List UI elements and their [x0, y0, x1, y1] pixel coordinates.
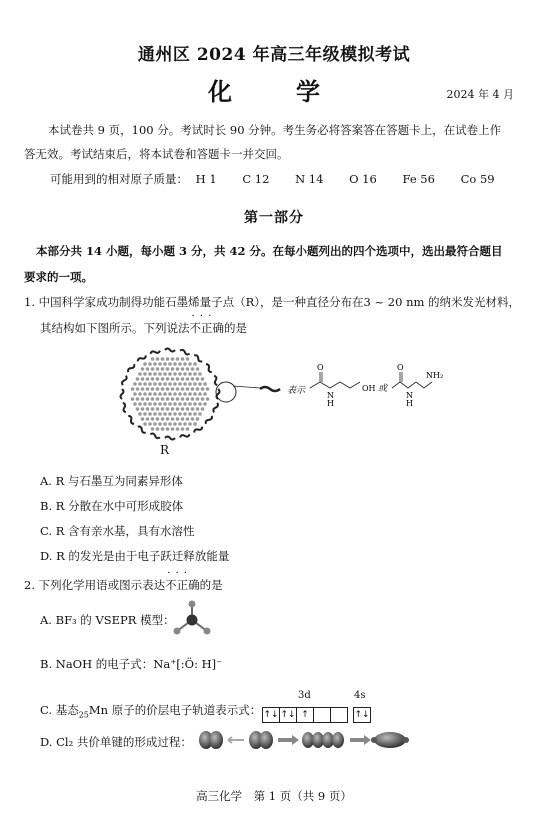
- atom-mass: C 12: [242, 172, 270, 186]
- lattice-dot: [153, 402, 157, 406]
- lattice-dot: [188, 422, 192, 426]
- lattice-dot: [168, 362, 172, 366]
- amine-label: NH₂: [426, 371, 444, 380]
- lattice-dot: [186, 377, 190, 381]
- lattice-dot: [198, 402, 202, 406]
- lattice-dot: [148, 402, 152, 406]
- lattice-dot: [143, 422, 147, 426]
- lattice-dot: [151, 387, 155, 391]
- lattice-dot: [183, 382, 187, 386]
- lattice-dot: [178, 382, 182, 386]
- lattice-dot: [136, 407, 140, 411]
- arrow-right-head: [364, 735, 371, 745]
- lattice-dot: [196, 407, 200, 411]
- lattice-dot: [171, 417, 175, 421]
- lattice-dot: [171, 377, 175, 381]
- instructions-line-2: 要求的一项。: [24, 270, 93, 284]
- lattice-dot: [188, 412, 192, 416]
- orbital-3d-label: 3d: [298, 690, 311, 701]
- q1-option-c[interactable]: C. R 含有亲水基，具有水溶性: [40, 524, 195, 538]
- q1-stem-text: 其结构如下图所示。下列说法: [40, 321, 190, 335]
- lattice-dot: [153, 382, 157, 386]
- functional-chain: [127, 363, 135, 373]
- lattice-dot: [141, 367, 145, 371]
- lattice-dot: [176, 387, 180, 391]
- lattice-dot: [158, 392, 162, 396]
- lattice-dot: [178, 422, 182, 426]
- lattice-dot: [176, 407, 180, 411]
- lattice-dot: [151, 397, 155, 401]
- lattice-dot: [176, 377, 180, 381]
- functional-chain: [127, 415, 135, 425]
- hydrogen-label: H: [406, 399, 413, 408]
- oxygen-label: O: [317, 363, 324, 372]
- lattice-dot: [181, 367, 185, 371]
- lattice-dot: [146, 397, 150, 401]
- lattice-dot: [173, 422, 177, 426]
- lattice-dot: [156, 377, 160, 381]
- bf3-vsepr-model: [168, 598, 218, 640]
- atom-mass: N 14: [295, 172, 324, 186]
- lattice-dot: [198, 372, 202, 376]
- orbital-box: ↑↓: [279, 707, 297, 723]
- lattice-dot: [183, 372, 187, 376]
- functional-chain: [205, 363, 213, 373]
- lattice-dot: [131, 397, 135, 401]
- lattice-dot: [171, 427, 175, 431]
- lattice-dot: [176, 367, 180, 371]
- lattice-dot: [151, 427, 155, 431]
- orbital-box: [313, 707, 331, 723]
- lattice-dot: [171, 387, 175, 391]
- orbital-box: [330, 707, 348, 723]
- lattice-dot: [173, 412, 177, 416]
- lattice-dot: [191, 407, 195, 411]
- naoh-electron-formula: Na⁺[:Ö: H]⁻: [153, 657, 223, 671]
- orbital-tail: [403, 737, 409, 743]
- lattice-dot: [136, 387, 140, 391]
- lattice-dot: [176, 417, 180, 421]
- functional-chain: [205, 415, 213, 425]
- orbital-lobe: [332, 732, 344, 748]
- q1-emphasis: · · · 不正确: [190, 316, 225, 340]
- lattice-dot: [163, 402, 167, 406]
- lattice-dot: [163, 392, 167, 396]
- orbital-box: ↑↓: [353, 707, 371, 723]
- lattice-dot: [156, 427, 160, 431]
- lattice-dot: [173, 372, 177, 376]
- lattice-dot: [153, 372, 157, 376]
- lattice-dot: [191, 367, 195, 371]
- functional-chain: [137, 425, 147, 433]
- lattice-dot: [171, 357, 175, 361]
- lattice-dot: [186, 357, 190, 361]
- lattice-dot: [196, 417, 200, 421]
- lattice-dot: [203, 382, 207, 386]
- cl2-bond-formation-diagram: [196, 726, 416, 754]
- orbital-box: ↑↓: [262, 707, 280, 723]
- lattice-dot: [176, 357, 180, 361]
- lattice-dot: [158, 412, 162, 416]
- lattice-dot: [166, 417, 170, 421]
- orbital-lobe: [209, 731, 223, 749]
- lattice-dot: [143, 392, 147, 396]
- lattice-dot: [163, 362, 167, 366]
- lattice-dot: [178, 372, 182, 376]
- lattice-dot: [201, 397, 205, 401]
- lattice-dot: [171, 397, 175, 401]
- lattice-dot: [186, 427, 190, 431]
- lattice-dot: [181, 407, 185, 411]
- lattice-dot: [186, 407, 190, 411]
- lattice-dot: [161, 417, 165, 421]
- q2-option-a[interactable]: A. BF₃ 的 VSEPR 模型：: [40, 613, 175, 627]
- lattice-dot: [161, 407, 165, 411]
- q2-stem-end: 的是: [199, 578, 223, 592]
- lattice-dot: [168, 372, 172, 376]
- lattice-dot: [158, 362, 162, 366]
- lattice-dot: [186, 387, 190, 391]
- lattice-dot: [158, 422, 162, 426]
- lattice-dot: [173, 392, 177, 396]
- lattice-dot: [173, 402, 177, 406]
- lattice-dot: [153, 362, 157, 366]
- lattice-dot: [196, 367, 200, 371]
- functional-chain: [150, 433, 160, 439]
- lattice-dot: [166, 407, 170, 411]
- functional-chain: [137, 354, 147, 362]
- lattice-dot: [188, 382, 192, 386]
- lattice-dot: [198, 392, 202, 396]
- lattice-dot: [146, 417, 150, 421]
- q2-option-b[interactable]: [40, 656, 222, 672]
- lattice-dot: [181, 357, 185, 361]
- lattice-dot: [131, 387, 135, 391]
- lattice-dot: [168, 422, 172, 426]
- lattice-dot: [143, 362, 147, 366]
- lattice-dot: [141, 387, 145, 391]
- figure-label-r: R: [160, 443, 170, 457]
- lattice-dot: [161, 377, 165, 381]
- lattice-dot: [161, 387, 165, 391]
- functional-chain: [180, 433, 190, 439]
- lattice-dot: [153, 422, 157, 426]
- q2-option-c-text: C. 基态: [40, 703, 79, 717]
- lattice-dot: [183, 422, 187, 426]
- page-footer: 高三化学 第 1 页（共 9 页）: [196, 789, 352, 803]
- exam-date: 2024 年 4 月: [446, 88, 514, 101]
- intro-line-2: 答无效。考试结束后，将本试卷和答题卡一并交回。: [24, 147, 289, 161]
- lattice-dot: [146, 377, 150, 381]
- lattice-dot: [146, 367, 150, 371]
- instructions-line-1: 本部分共 14 小题，每小题 3 分，共 42 分。在每小题列出的四个选项中，选出最符合题目: [36, 244, 503, 258]
- fluorine-atom: [189, 601, 196, 608]
- lattice-dot: [153, 392, 157, 396]
- lattice-dot: [171, 407, 175, 411]
- lattice-dot: [181, 377, 185, 381]
- functional-chain: [165, 437, 175, 440]
- sigma-bond-orbital: [374, 732, 406, 748]
- represents-text: 表示: [287, 386, 306, 396]
- exam-title: 通州区 2024 年高三年级模拟考试: [137, 45, 411, 65]
- subject-title: 化 学: [208, 77, 340, 106]
- atom-mass: O 16: [349, 172, 377, 186]
- lattice-dot: [171, 367, 175, 371]
- lattice-dot: [181, 387, 185, 391]
- lattice-dot: [148, 372, 152, 376]
- arrow-right-head: [292, 735, 299, 745]
- lattice-dot: [166, 427, 170, 431]
- atom-mass: Fe 56: [402, 172, 435, 186]
- lattice-dot: [166, 367, 170, 371]
- q2-option-c-text-2: Mn 原子的价层电子轨道表示式：: [88, 703, 262, 717]
- intro-line-1: 本试卷共 9 页，100 分。考试时长 90 分钟。考生务必将答案答在答题卡上，在试卷上作: [48, 123, 502, 137]
- orbital-lobe: [259, 731, 273, 749]
- functional-chain: [193, 354, 203, 362]
- lattice-dot: [183, 412, 187, 416]
- lattice-dot: [161, 367, 165, 371]
- lattice-dot: [193, 422, 197, 426]
- chain-sample-icon: [260, 387, 280, 391]
- lattice-dot: [163, 382, 167, 386]
- lattice-dot: [146, 407, 150, 411]
- lattice-dot: [161, 427, 165, 431]
- lattice-dot: [206, 397, 210, 401]
- lattice-dot: [183, 362, 187, 366]
- fluorine-atom: [174, 628, 181, 635]
- structure-2-bonds: [392, 382, 432, 388]
- lattice-dot: [193, 412, 197, 416]
- lattice-dot: [166, 377, 170, 381]
- q1-stem-line-2: [40, 316, 545, 340]
- lattice-dot: [133, 392, 137, 396]
- lattice-dot: [191, 387, 195, 391]
- lattice-dot: [151, 417, 155, 421]
- lattice-dot: [138, 392, 142, 396]
- lattice-dot: [203, 392, 207, 396]
- lattice-dot: [136, 397, 140, 401]
- lattice-dot: [148, 362, 152, 366]
- q2-option-c[interactable]: [40, 702, 261, 719]
- lattice-dot: [183, 392, 187, 396]
- oxygen-label: O: [397, 363, 404, 372]
- lattice-dot: [181, 417, 185, 421]
- lattice-dot: [158, 372, 162, 376]
- lattice-dot: [153, 412, 157, 416]
- lattice-dot: [163, 422, 167, 426]
- functional-chain: [121, 375, 127, 385]
- arrow-left-icon: [228, 737, 244, 743]
- q1-stem-line-1: 1. 中国科学家成功制得功能石墨烯量子点（R），是一种直径分布在3 ~ 20 nm 的纳米发光材料，: [24, 295, 521, 309]
- lattice-dot: [188, 392, 192, 396]
- lattice-dot: [156, 407, 160, 411]
- lattice-dot: [198, 382, 202, 386]
- lattice-dot: [143, 382, 147, 386]
- lattice-dot: [191, 397, 195, 401]
- lattice-dot: [151, 377, 155, 381]
- lattice-dot: [136, 377, 140, 381]
- lattice-dot: [161, 357, 165, 361]
- lattice-dot: [156, 387, 160, 391]
- mn-3d-orbitals: [262, 704, 347, 723]
- lattice-dot: [201, 387, 205, 391]
- part-title: 第一部分: [244, 210, 304, 226]
- lattice-dot: [148, 382, 152, 386]
- lattice-dot: [151, 407, 155, 411]
- lattice-dot: [148, 392, 152, 396]
- atomic-number: 25: [78, 710, 89, 720]
- lattice-dot: [186, 397, 190, 401]
- q1-stem-end: 的是: [224, 321, 247, 335]
- lattice-dot: [141, 417, 145, 421]
- lattice-dot: [133, 402, 137, 406]
- lattice-dot: [161, 397, 165, 401]
- lattice-dot: [203, 402, 207, 406]
- atom-mass: Co 59: [460, 172, 495, 186]
- lattice-dot: [138, 402, 142, 406]
- q1-option-d[interactable]: D. R 的发光是由于电子跃迁释放能量: [40, 549, 230, 563]
- graphene-dot-lattice: [131, 357, 210, 431]
- mn-4s-orbital: [353, 704, 370, 723]
- lattice-dot: [138, 372, 142, 376]
- pointer-line: [233, 386, 260, 388]
- lattice-dot: [196, 397, 200, 401]
- lattice-dot: [166, 387, 170, 391]
- lattice-dot: [188, 362, 192, 366]
- lattice-dot: [163, 412, 167, 416]
- lattice-dot: [191, 417, 195, 421]
- lattice-dot: [198, 412, 202, 416]
- lattice-dot: [156, 397, 160, 401]
- fluorine-atom: [204, 628, 211, 635]
- lattice-dot: [138, 382, 142, 386]
- q2-emphasis: · · · 不正确: [165, 573, 200, 597]
- lattice-dot: [166, 357, 170, 361]
- lattice-dot: [178, 412, 182, 416]
- q1-option-b[interactable]: B. R 分散在水中可形成胶体: [40, 499, 184, 513]
- lattice-dot: [191, 377, 195, 381]
- lattice-dot: [196, 387, 200, 391]
- lattice-dot: [168, 392, 172, 396]
- structure-1-bonds: [310, 382, 360, 388]
- lattice-dot: [173, 382, 177, 386]
- q2-stem: [24, 573, 529, 597]
- functional-chain: [121, 402, 127, 412]
- nitrogen-label: N: [327, 391, 334, 400]
- lattice-dot: [156, 357, 160, 361]
- lattice-dot: [158, 402, 162, 406]
- lattice-dot: [178, 362, 182, 366]
- lattice-dot: [201, 377, 205, 381]
- lattice-dot: [143, 402, 147, 406]
- lattice-dot: [186, 417, 190, 421]
- lattice-dot: [141, 407, 145, 411]
- lattice-dot: [133, 382, 137, 386]
- lattice-dot: [176, 427, 180, 431]
- lattice-dot: [176, 397, 180, 401]
- hydrogen-label: H: [327, 399, 334, 408]
- lattice-dot: [148, 412, 152, 416]
- lattice-dot: [183, 402, 187, 406]
- lattice-dot: [186, 367, 190, 371]
- orbital-box: ↑: [296, 707, 314, 723]
- lattice-dot: [151, 367, 155, 371]
- lattice-dot: [156, 367, 160, 371]
- lattice-dot: [193, 362, 197, 366]
- lattice-dot: [143, 412, 147, 416]
- q2-stem-text: 2. 下列化学用语或图示表达: [24, 578, 166, 592]
- functional-chain: [121, 389, 124, 399]
- hydroxyl-label: OH: [362, 384, 376, 393]
- atomic-masses-label: 可能用到的相对原子质量：: [50, 172, 188, 186]
- lattice-dot: [196, 377, 200, 381]
- boron-atom: [187, 615, 198, 626]
- orbital-tail: [371, 737, 377, 743]
- orbital-4s-label: 4s: [354, 690, 366, 701]
- or-text: 或: [378, 384, 388, 394]
- lattice-dot: [193, 382, 197, 386]
- lattice-dot: [168, 382, 172, 386]
- lattice-dot: [193, 372, 197, 376]
- lattice-dot: [193, 392, 197, 396]
- graphene-quantum-dot-figure: [110, 342, 444, 452]
- lattice-dot: [146, 387, 150, 391]
- functional-chain: [213, 402, 219, 412]
- q1-option-a[interactable]: A. R 与石墨互为同素异形体: [40, 474, 183, 488]
- functional-chain: [180, 349, 190, 355]
- lattice-dot: [166, 397, 170, 401]
- functional-chain: [165, 349, 175, 352]
- atomic-masses: [50, 171, 517, 187]
- lattice-dot: [206, 387, 210, 391]
- lattice-dot: [173, 362, 177, 366]
- lattice-dot: [141, 377, 145, 381]
- lattice-dot: [168, 402, 172, 406]
- part-instructions: [24, 238, 524, 290]
- lattice-dot: [188, 402, 192, 406]
- lattice-dot: [178, 392, 182, 396]
- lattice-dot: [181, 427, 185, 431]
- functional-chain: [213, 375, 219, 385]
- lattice-dot: [181, 397, 185, 401]
- functional-chain: [150, 349, 160, 355]
- lattice-dot: [158, 382, 162, 386]
- lattice-dot: [143, 372, 147, 376]
- atom-mass: H 1: [195, 172, 217, 186]
- lattice-dot: [141, 397, 145, 401]
- lattice-dot: [178, 402, 182, 406]
- q2-option-d[interactable]: D. Cl₂ 共价单键的形成过程：: [40, 735, 192, 749]
- lattice-dot: [151, 357, 155, 361]
- q2-option-b-text: B. NaOH 的电子式：: [40, 657, 154, 671]
- nitrogen-label: N: [406, 391, 413, 400]
- functional-chain: [193, 425, 203, 433]
- lattice-dot: [138, 412, 142, 416]
- lattice-dot: [163, 372, 167, 376]
- lattice-dot: [188, 372, 192, 376]
- lattice-dot: [148, 422, 152, 426]
- lattice-dot: [201, 407, 205, 411]
- lattice-dot: [193, 402, 197, 406]
- lattice-dot: [156, 417, 160, 421]
- lattice-dot: [168, 412, 172, 416]
